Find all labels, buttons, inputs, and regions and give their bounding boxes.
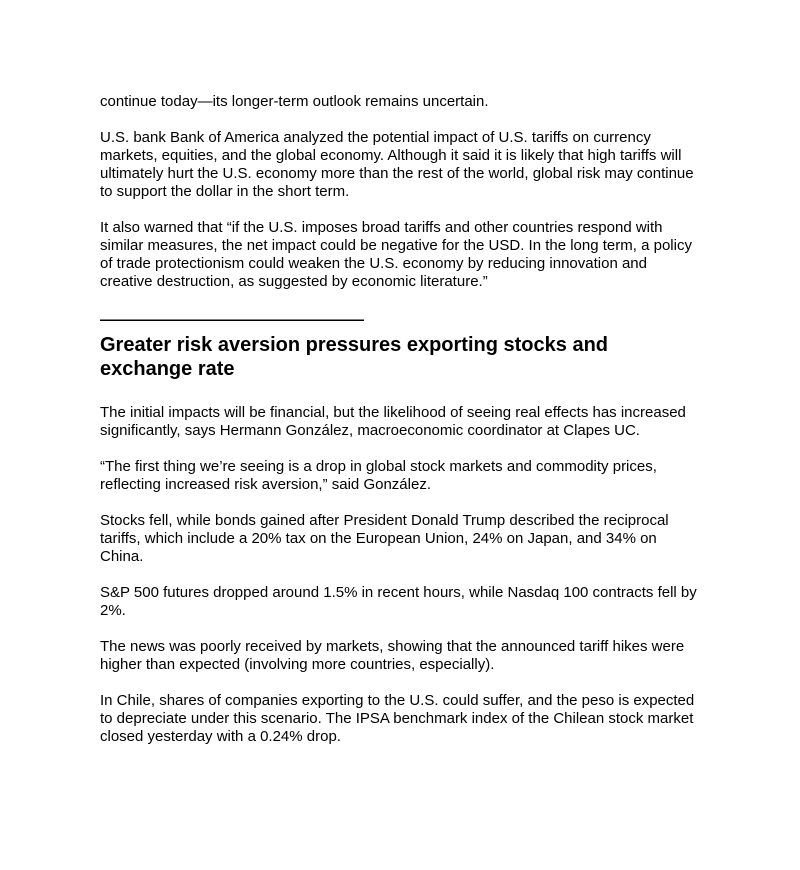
paragraph: The news was poorly received by markets, showing that the announced tariff hikes were higher than expected (involving more countries, especially). [100,638,685,673]
paragraph: Stocks fell, while bonds gained after President Donald Trump described the reciprocal tariffs, which include a 20% tax on the European Union, 24% on Japan, and 34% on China. [100,512,669,565]
paragraph: continue today—its longer-term outlook remains uncertain. [100,93,489,110]
paragraph: S&P 500 futures dropped around 1.5% in recent hours, while Nasdaq 100 contracts fell by 2%. [100,584,697,619]
article-body [100,93,702,764]
paragraph: In Chile, shares of companies exporting to the U.S. could suffer, and the peso is expected to depreciate under this scenario. The IPSA benchmark index of the Chilean stock market closed yesterday with a 0.24% drop. [100,692,695,745]
section-heading: Greater risk aversion pressures exporting stocks and exchange rate [100,334,608,380]
section-divider: ———————————— [100,306,364,331]
paragraph: “The first thing we’re seeing is a drop in global stock markets and commodity prices, reflecting increased risk aversion,” said González. [100,458,657,493]
paragraph: The initial impacts will be financial, but the likelihood of seeing real effects has increased significantly, says Hermann González, macroeconomic coordinator at Clapes UC. [100,404,686,439]
paragraph: U.S. bank Bank of America analyzed the potential impact of U.S. tariffs on currency markets, equities, and the global economy. Although it said it is likely that high tariffs will ultimately hurt the U.S. economy more than the rest of the world, global risk may continue to support the dollar in the short term. [100,129,694,200]
paragraph: It also warned that “if the U.S. imposes broad tariffs and other countries respond with similar measures, the net impact could be negative for the USD. In the long term, a policy of trade protectionism could weaken the U.S. economy by reducing innovation and creative destruction, as suggested by economic literature.” [100,219,692,290]
